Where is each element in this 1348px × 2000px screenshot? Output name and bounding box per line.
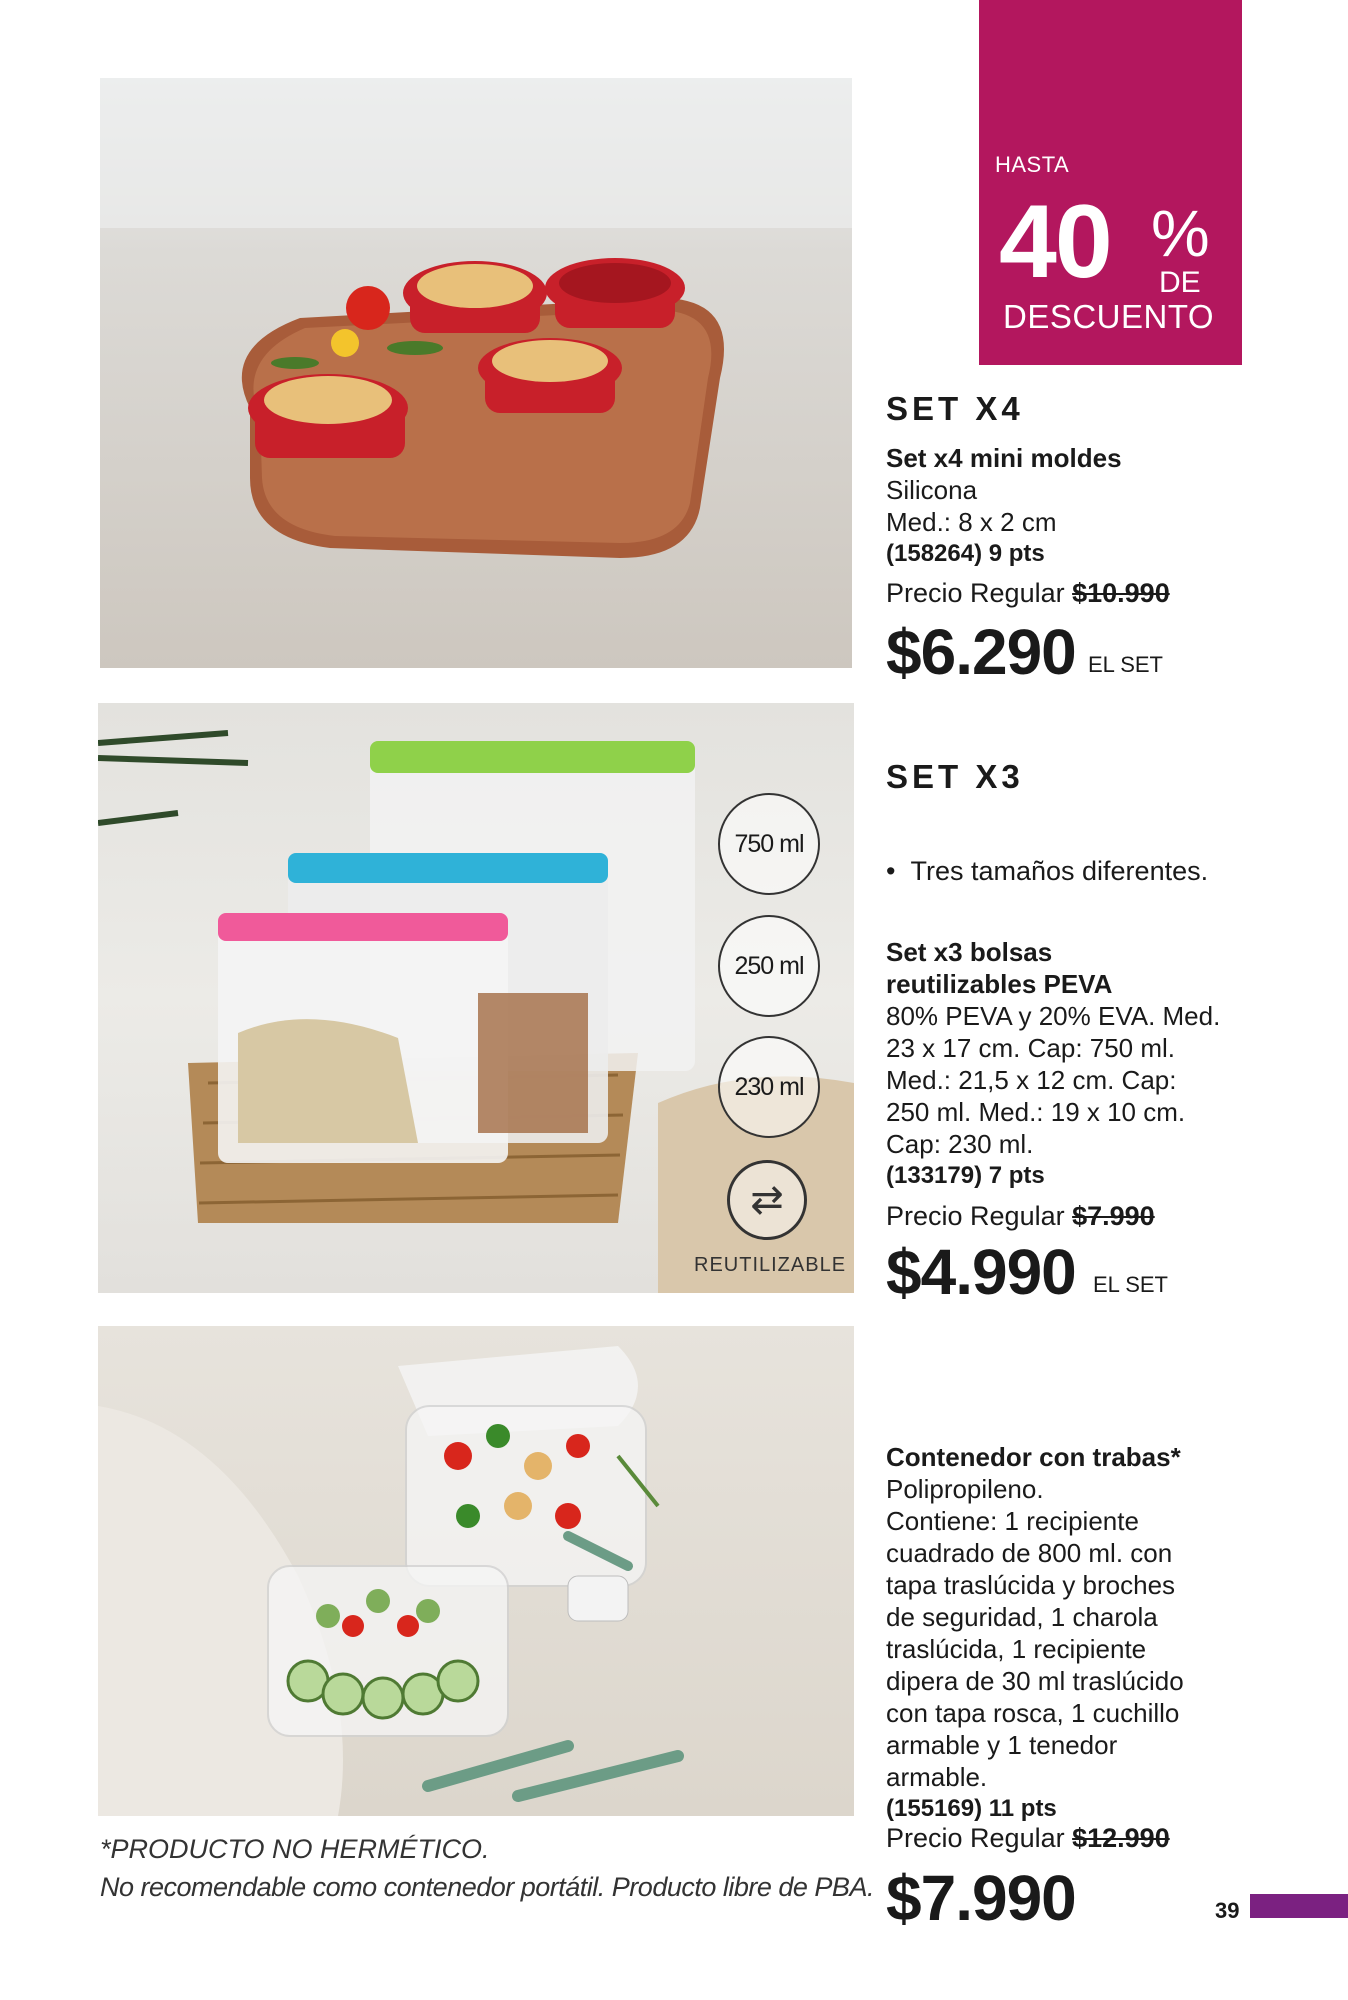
product3-desc-1: Polipropileno. [886,1474,1044,1504]
product3-image [98,1326,854,1816]
product2-unit: EL SET [1093,1272,1168,1297]
product2-desc-5: Cap: 230 ml. [886,1129,1034,1159]
badge-de: DE [1159,266,1201,299]
product3-desc-9: armable y 1 tenedor [886,1730,1118,1760]
badge-label: DESCUENTO [1003,298,1215,335]
size-badge-250: 250 ml [718,915,820,1017]
product3-desc-4: tapa traslúcida y broches [886,1570,1176,1600]
regular-price-label: Precio Regular [886,578,1065,608]
product1-regular [886,576,1170,610]
product1-material: Silicona [886,475,978,505]
size-badge-750: 750 ml [718,793,820,895]
product1-image [100,78,852,668]
product3-desc-8: con tapa rosca, 1 cuchillo [886,1698,1180,1728]
product2-desc-3: Med.: 21,5 x 12 cm. Cap: [886,1065,1177,1095]
bullet-text: Tres tamaños diferentes. [910,856,1209,886]
product1-heading: SET X4 [886,390,1024,427]
product2-code: (133179) 7 pts [886,1162,1045,1189]
size-badge-230: 230 ml [718,1036,820,1138]
product3-desc-7: dipera de 30 ml traslúcido [886,1666,1184,1696]
product3-desc-10: armable. [886,1762,988,1792]
product3-desc-5: de seguridad, 1 charola [886,1602,1158,1632]
footnote-2: No recomendable como contenedor portátil. Producto libre de PBA. [100,1872,874,1902]
product3-desc-2: Contiene: 1 recipiente [886,1506,1139,1536]
discount-badge [979,0,1242,365]
product3-name: Contenedor con trabas* [886,1442,1181,1472]
badge-prefix: HASTA [995,152,1070,177]
bullet-icon: • [886,856,911,886]
product2-price: $4.990 [886,1236,1076,1308]
regular-price-label: Precio Regular [886,1201,1065,1231]
regular-price: $12.990 [1072,1823,1170,1853]
product1-code: (158264) 9 pts [886,540,1045,567]
regular-price: $7.990 [1072,1201,1155,1231]
product1-price: $6.290 [886,616,1076,688]
product2-regular [886,1199,1155,1233]
regular-price-label: Precio Regular [886,1823,1065,1853]
product3-desc-6: traslúcida, 1 recipiente [886,1634,1147,1664]
product2-name-2: reutilizables PEVA [886,969,1113,999]
page-number: 39 [1215,1898,1240,1923]
product2-name-1: Set x3 bolsas [886,937,1053,967]
product3-desc-3: cuadrado de 800 ml. con [886,1538,1173,1568]
reuse-icon: ⇄ [727,1160,807,1240]
product2-heading: SET X3 [886,758,1024,795]
product2-bullet [886,856,1208,887]
badge-value: 40 [999,184,1111,300]
product3-code: (155169) 11 pts [886,1795,1057,1822]
product1-size: Med.: 8 x 2 cm [886,507,1057,537]
product3-price: $7.990 [886,1862,1076,1934]
product3-regular [886,1821,1170,1855]
product1-name: Set x4 mini moldes [886,443,1122,473]
product2-desc-1: 80% PEVA y 20% EVA. Med. [886,1001,1221,1031]
product1-unit: EL SET [1088,652,1163,677]
reuse-label: REUTILIZABLE [694,1254,847,1276]
regular-price: $10.990 [1072,578,1170,608]
page-accent-bar [1250,1894,1348,1918]
product2-desc-4: 250 ml. Med.: 19 x 10 cm. [886,1097,1186,1127]
footnote-1: *PRODUCTO NO HERMÉTICO. [100,1834,490,1864]
badge-percent: % [1151,196,1210,270]
product2-desc-2: 23 x 17 cm. Cap: 750 ml. [886,1033,1176,1063]
